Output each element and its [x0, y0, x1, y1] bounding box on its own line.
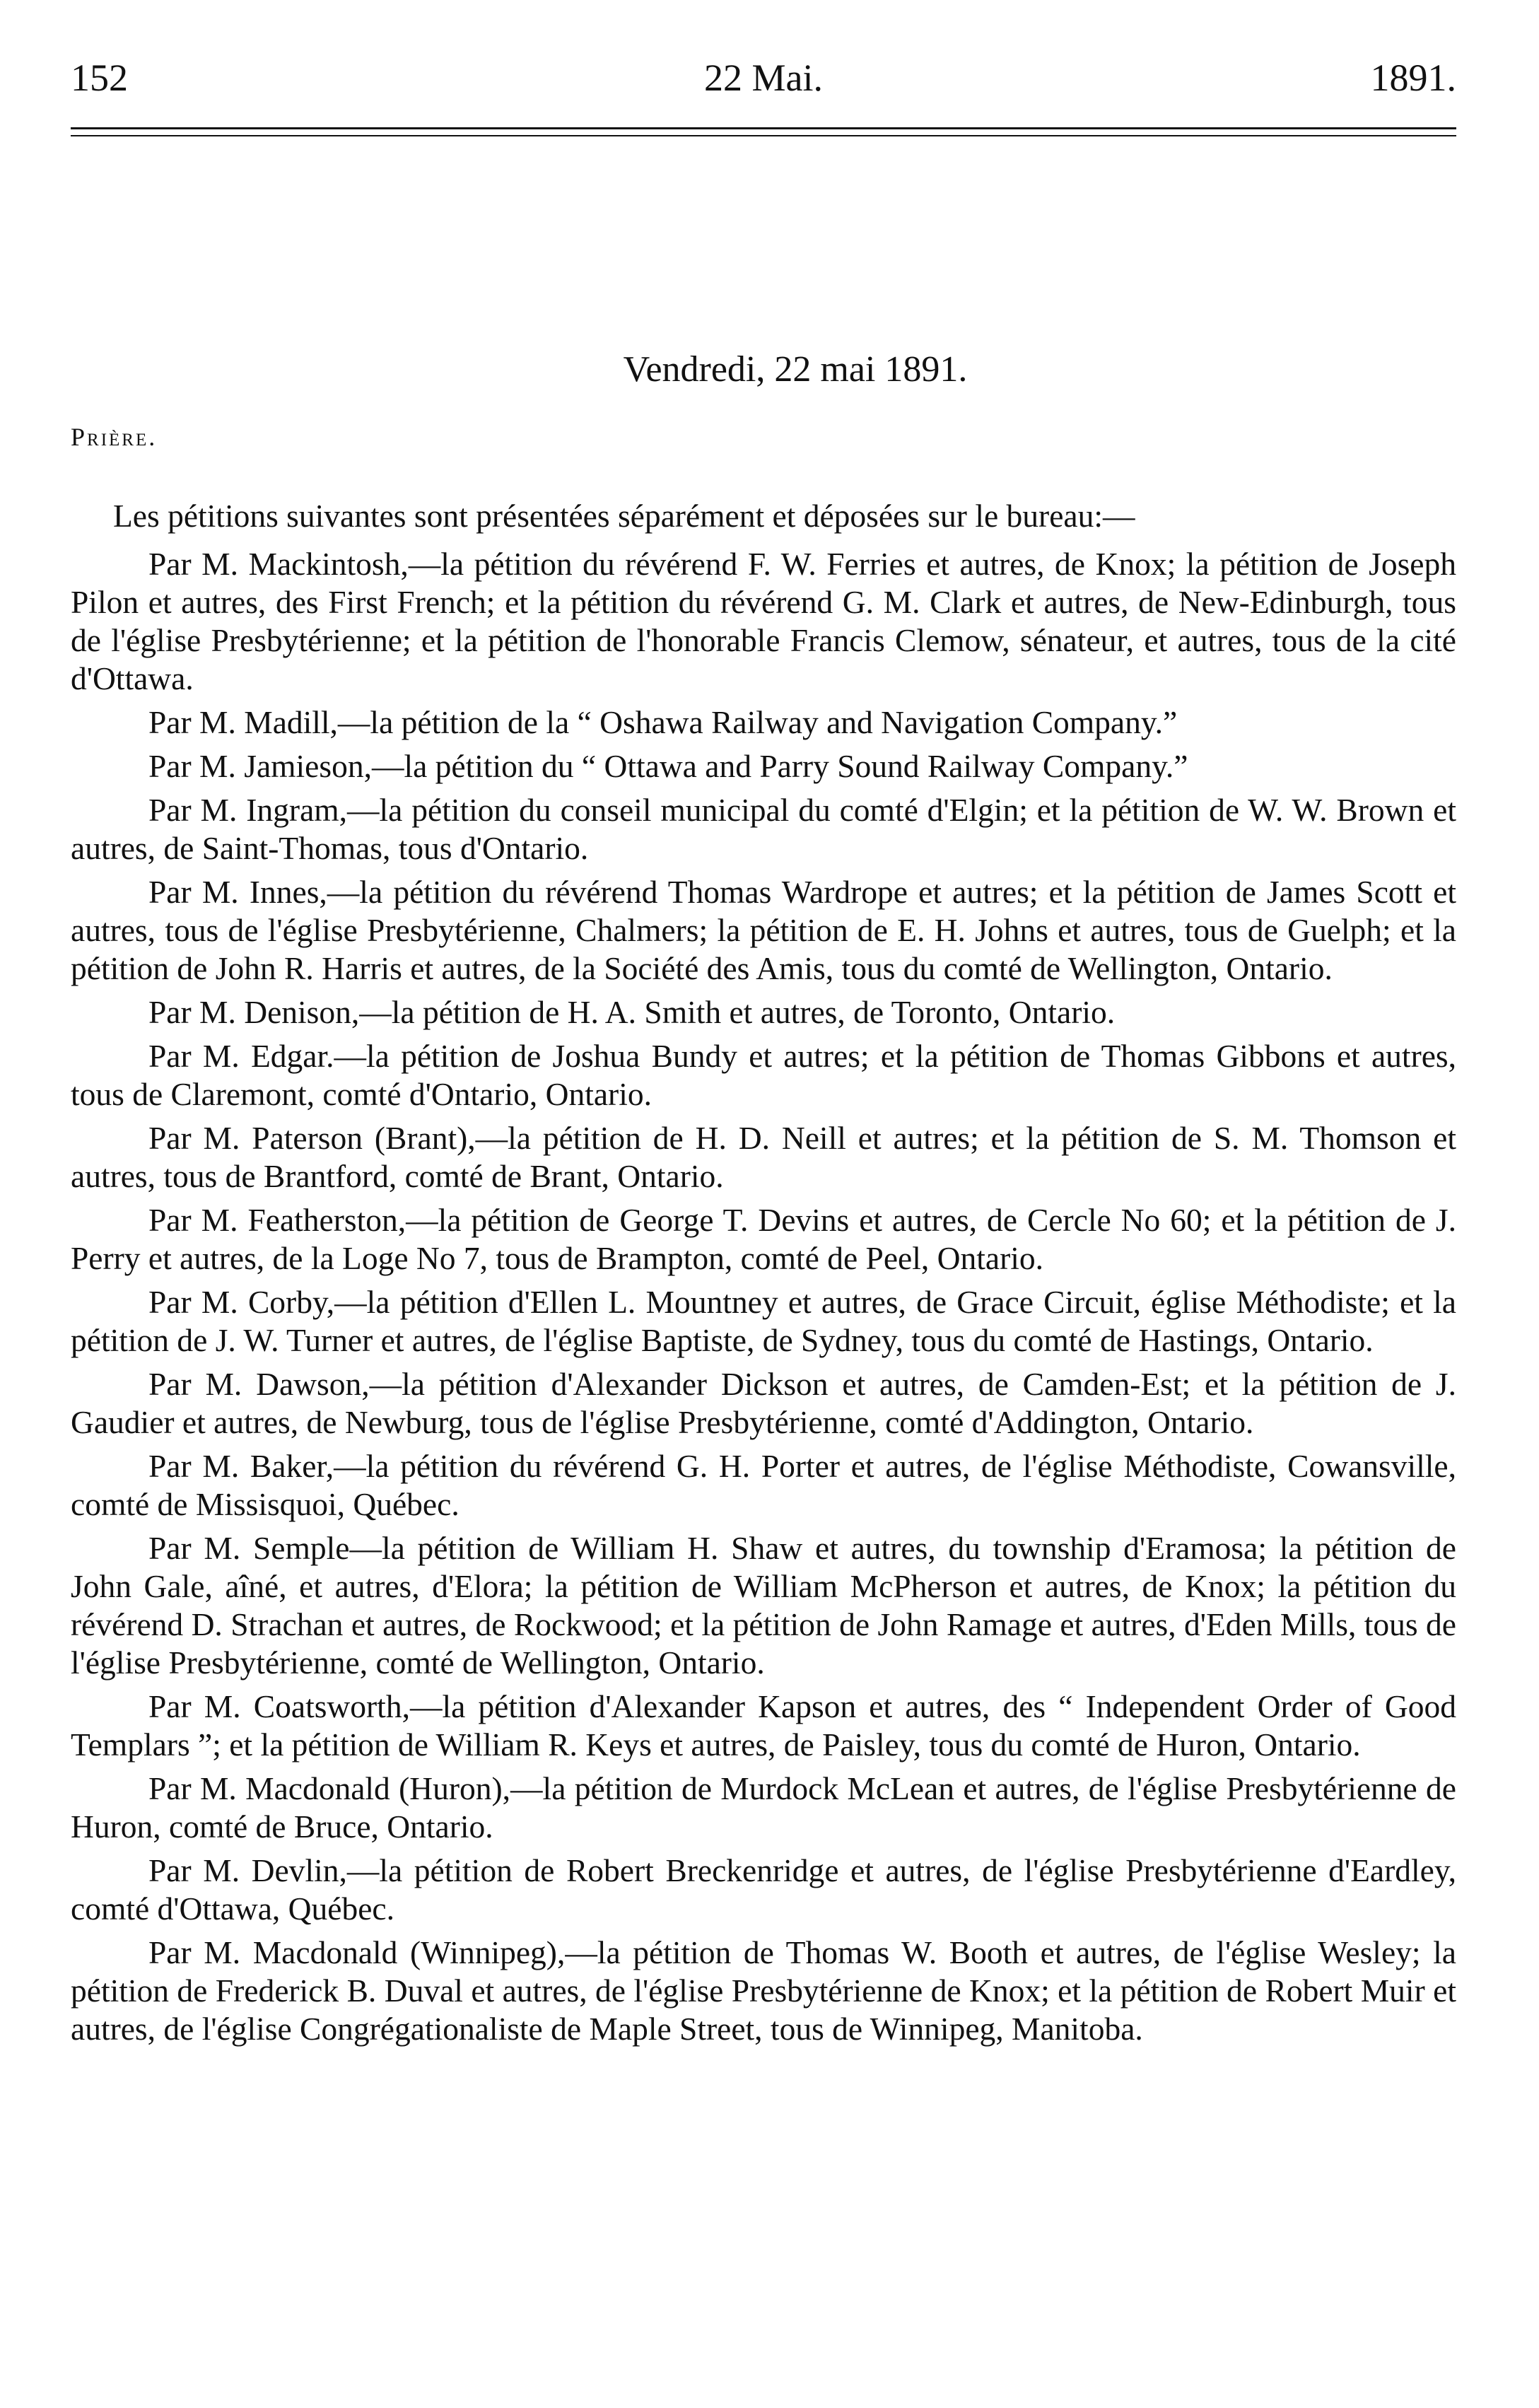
petitions-body — [71, 497, 1456, 2048]
header-date: 22 Mai. — [704, 57, 823, 99]
header-double-rule — [71, 127, 1456, 136]
page — [71, 49, 1456, 2054]
petition-paragraph: Par M. Dawson,—la pétition d'Alexander Dickson et autres, de Camden-Est; et la pétition de J. Gaudier et autres, de Newburg, tous de l'église Presbytérienne, comté d'Addington, Ontario. — [71, 1366, 1456, 1440]
petition-paragraph: Par M. Macdonald (Huron),—la pétition de Murdock McLean et autres, de l'église Presbytérienne de Huron, comté de Bruce, Ontario. — [71, 1770, 1456, 1845]
priere-heading: Prière. — [71, 423, 158, 451]
petition-paragraph: Par M. Baker,—la pétition du révérend G. H. Porter et autres, de l'église Méthodiste, Cowansville, comté de Missisquoi, Québec. — [71, 1448, 1456, 1522]
petition-paragraph: Par M. Macdonald (Winnipeg),—la pétition de Thomas W. Booth et autres, de l'église Wesley; la pétition de Frederick B. Duval et autres, de l'église Presbytérienne de Knox; et la pétition de Robert Muir et autres, de l'église Congrégationaliste de Maple Street, tous de Winnipeg, Manitoba. — [71, 1934, 1456, 2047]
petition-paragraph: Par M. Edgar.—la pétition de Joshua Bundy et autres; et la pétition de Thomas Gibbons et autres, tous de Claremont, comté d'Ontario, Ontario. — [71, 1038, 1456, 1112]
day-heading: Vendredi, 22 mai 1891. — [623, 349, 968, 390]
petition-paragraph: Par M. Coatsworth,—la pétition d'Alexander Kapson et autres, des “ Independent Order of Good Templars ”; et la pétition de William R. Keys et autres, de Paisley, tous du comté de Huron, Ontario. — [71, 1688, 1456, 1763]
petition-paragraph: Par M. Semple—la pétition de William H. Shaw et autres, du township d'Eramosa; la pétition de John Gale, aîné, et autres, d'Elora; la pétition de William McPherson et autres, de Knox; la pétition du révérend D. Strachan et autres, de Rockwood; et la pétition de John Ramage et autres, d'Eden Mills, tous de l'église Presbytérienne, comté de Wellington, Ontario. — [71, 1530, 1456, 1681]
petition-paragraph: Par M. Featherston,—la pétition de George T. Devins et autres, de Cercle No 60; et la pétition de J. Perry et autres, de la Loge No 7, tous de Brampton, comté de Peel, Ontario. — [71, 1202, 1456, 1276]
petition-paragraph: Par M. Mackintosh,—la pétition du révérend F. W. Ferries et autres, de Knox; la pétition de Joseph Pilon et autres, des First French; et la pétition du révérend G. M. Clark et autres, de New-Edinburgh, tous de l'église Presbytérienne; et la pétition de l'honorable Francis Clemow, sénateur, et autres, tous de la cité d'Ottawa. — [71, 546, 1456, 696]
petitions-intro: Les pétitions suivantes sont présentées séparément et déposées sur le bureau:— — [113, 498, 1135, 534]
petition-paragraph: Par M. Innes,—la pétition du révérend Thomas Wardrope et autres; et la pétition de James Scott et autres, tous de l'église Presbytérienne, Chalmers; la pétition de E. H. Johns et autres, tous de Guelph; et la pétition de John R. Harris et autres, de la Société des Amis, tous du comté de Wellington, Ontario. — [71, 874, 1456, 986]
running-header — [71, 49, 1456, 106]
petition-paragraph: Par M. Corby,—la pétition d'Ellen L. Mountney et autres, de Grace Circuit, église Méthodiste; et la pétition de J. W. Turner et autres, de l'église Baptiste, de Sydney, tous du comté de Hastings, Ontario. — [71, 1284, 1456, 1358]
page-number: 152 — [71, 57, 128, 99]
petition-paragraph: Par M. Ingram,—la pétition du conseil municipal du comté d'Elgin; et la pétition de W. W. Brown et autres, de Saint-Thomas, tous d'Ontario. — [71, 792, 1456, 866]
petition-paragraph: Par M. Jamieson,—la pétition du “ Ottawa and Parry Sound Railway Company.” — [148, 748, 1188, 784]
petition-paragraph: Par M. Madill,—la pétition de la “ Oshawa Railway and Navigation Company.” — [148, 704, 1178, 740]
petition-paragraph: Par M. Paterson (Brant),—la pétition de H. D. Neill et autres; et la pétition de S. M. Thomson et autres, tous de Brantford, comté de Brant, Ontario. — [71, 1120, 1456, 1194]
petition-paragraph: Par M. Devlin,—la pétition de Robert Breckenridge et autres, de l'église Presbytérienne d'Eardley, comté d'Ottawa, Québec. — [71, 1852, 1456, 1927]
petition-paragraph: Par M. Denison,—la pétition de H. A. Smith et autres, de Toronto, Ontario. — [148, 994, 1116, 1030]
header-year: 1891. — [1370, 57, 1456, 99]
